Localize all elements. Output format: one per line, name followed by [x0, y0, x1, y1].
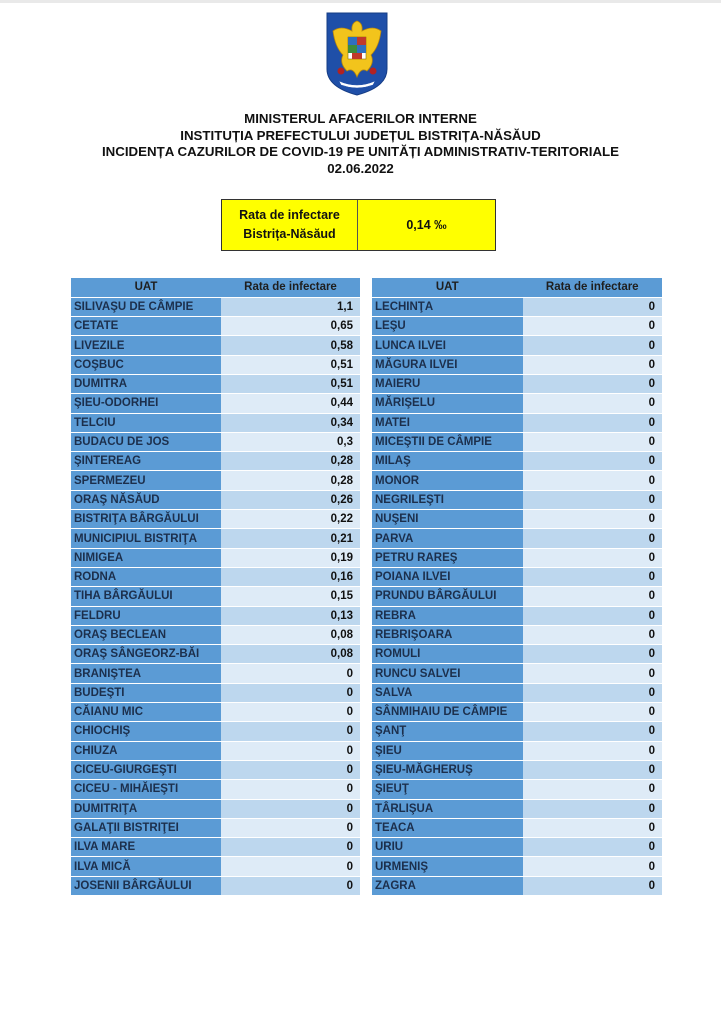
uat-name-cell: PRUNDU BÂRGĂULUI [372, 587, 523, 606]
report-title: INCIDENȚA CAZURILOR DE COVID-19 PE UNITĂȚI ADMINISTRATIV-TERITORIALE [101, 144, 620, 159]
uat-name-cell: MILAŞ [372, 452, 523, 471]
table-row [372, 336, 662, 355]
institution-heading: INSTITUȚIA PREFECTULUI JUDEȚUL BISTRIȚA-NĂSĂUD [180, 127, 541, 143]
uat-name-cell: MĂRIŞELU [372, 394, 523, 413]
table-row [71, 413, 360, 432]
table-row [372, 780, 662, 799]
uat-name-cell: SILIVAŞU DE CÂMPIE [71, 297, 221, 316]
uat-name-cell: ILVA MICĂ [71, 857, 221, 876]
infection-rate-cell: 0 [523, 452, 662, 471]
table-row [71, 490, 360, 509]
county-infection-rate-box [221, 199, 496, 251]
uat-name-cell: PETRU RAREŞ [372, 548, 523, 567]
uat-name-cell: CĂIANU MIC [71, 703, 221, 722]
infection-rate-cell: 0 [523, 857, 662, 876]
uat-name-cell: SPERMEZEU [71, 471, 221, 490]
uat-name-cell: FELDRU [71, 606, 221, 625]
infection-rate-cell: 0 [221, 741, 360, 760]
uat-name-cell: ŞIEUŢ [372, 780, 523, 799]
table-row [372, 374, 662, 393]
uat-name-cell: NEGRILEŞTI [372, 490, 523, 509]
table-row [372, 741, 662, 760]
uat-name-cell: ROMULI [372, 645, 523, 664]
infection-rate-cell: 1,1 [221, 297, 360, 316]
infection-rate-cell: 0 [523, 548, 662, 567]
table-row [372, 490, 662, 509]
table-row [71, 838, 360, 857]
table-row [372, 722, 662, 741]
uat-name-cell: ORAŞ NĂSĂUD [71, 490, 221, 509]
infection-rate-cell: 0 [221, 799, 360, 818]
uat-name-cell: TEACA [372, 818, 523, 837]
table-row [71, 510, 360, 529]
infection-rate-cell: 0 [221, 838, 360, 857]
column-header-uat: UAT [372, 278, 523, 297]
infection-rate-cell: 0 [523, 760, 662, 779]
table-row [71, 394, 360, 413]
table-row [372, 683, 662, 702]
uat-name-cell: ZAGRA [372, 876, 523, 895]
uat-name-cell: ŞINTEREAG [71, 452, 221, 471]
infection-rate-cell: 0 [523, 374, 662, 393]
uat-name-cell: NIMIGEA [71, 548, 221, 567]
infection-rate-cell: 0 [523, 625, 662, 644]
infection-rate-cell: 0,44 [221, 394, 360, 413]
infection-rate-cell: 0 [523, 529, 662, 548]
infection-rate-cell: 0 [523, 722, 662, 741]
uat-name-cell: LIVEZILE [71, 336, 221, 355]
uat-name-cell: CHIOCHIŞ [71, 722, 221, 741]
uat-table-right [372, 278, 662, 896]
uat-name-cell: RODNA [71, 567, 221, 586]
infection-rate-cell: 0 [221, 683, 360, 702]
infection-rate-cell: 0 [523, 876, 662, 895]
table-header-row [372, 278, 662, 297]
uat-name-cell: ORAŞ BECLEAN [71, 625, 221, 644]
infection-rate-cell: 0,19 [221, 548, 360, 567]
infection-rate-cell: 0 [523, 432, 662, 451]
infection-rate-cell: 0,58 [221, 336, 360, 355]
infection-rate-cell: 0 [523, 645, 662, 664]
table-row [71, 452, 360, 471]
infection-rate-cell: 0 [221, 722, 360, 741]
uat-name-cell: SALVA [372, 683, 523, 702]
infection-rate-cell: 0,13 [221, 606, 360, 625]
uat-name-cell: NUŞENI [372, 510, 523, 529]
uat-name-cell: BISTRIŢA BÂRGĂULUI [71, 510, 221, 529]
infection-rate-cell: 0 [221, 876, 360, 895]
column-header-rate: Rata de infectare [523, 278, 662, 297]
uat-name-cell: ORAŞ SÂNGEORZ-BĂI [71, 645, 221, 664]
infection-rate-cell: 0 [221, 780, 360, 799]
table-row [372, 510, 662, 529]
table-row [71, 683, 360, 702]
table-header-row [71, 278, 360, 297]
infection-rate-cell: 0 [523, 510, 662, 529]
table-row [372, 317, 662, 336]
report-date: 02.06.2022 [327, 160, 394, 176]
county-rate-label-line1: Rata de infectare [239, 208, 340, 222]
uat-name-cell: MĂGURA ILVEI [372, 355, 523, 374]
infection-rate-cell: 0 [523, 664, 662, 683]
infection-rate-cell: 0 [523, 683, 662, 702]
uat-name-cell: GALAŢII BISTRIŢEI [71, 818, 221, 837]
table-row [71, 722, 360, 741]
uat-name-cell: URIU [372, 838, 523, 857]
infection-rate-cell: 0,28 [221, 452, 360, 471]
table-row [71, 876, 360, 895]
uat-name-cell: ŞIEU-ODORHEI [71, 394, 221, 413]
county-rate-value: 0,14 ‰ [406, 218, 447, 232]
infection-rate-cell: 0 [221, 664, 360, 683]
infection-rate-cell: 0,08 [221, 645, 360, 664]
table-row [71, 317, 360, 336]
uat-name-cell: CHIUZA [71, 741, 221, 760]
infection-rate-cell: 0,15 [221, 587, 360, 606]
table-row [372, 625, 662, 644]
uat-name-cell: BUDEŞTI [71, 683, 221, 702]
infection-rate-cell: 0 [523, 317, 662, 336]
uat-name-cell: REBRA [372, 606, 523, 625]
table-row [71, 567, 360, 586]
table-row [372, 876, 662, 895]
uat-name-cell: DUMITRA [71, 374, 221, 393]
uat-name-cell: MICEŞTII DE CÂMPIE [372, 432, 523, 451]
table-row [372, 857, 662, 876]
uat-name-cell: LUNCA ILVEI [372, 336, 523, 355]
uat-name-cell: POIANA ILVEI [372, 567, 523, 586]
table-row [372, 297, 662, 316]
infection-rate-cell: 0 [523, 567, 662, 586]
infection-rate-cell: 0,3 [221, 432, 360, 451]
uat-name-cell: LECHINŢA [372, 297, 523, 316]
table-row [372, 471, 662, 490]
uat-name-cell: MONOR [372, 471, 523, 490]
uat-name-cell: BRANIŞTEA [71, 664, 221, 683]
table-row [71, 664, 360, 683]
uat-name-cell: CICEU-GIURGEŞTI [71, 760, 221, 779]
infection-rate-cell: 0 [523, 394, 662, 413]
infection-rate-cell: 0,26 [221, 490, 360, 509]
table-row [372, 838, 662, 857]
uat-name-cell: ŞIEU-MĂGHERUŞ [372, 760, 523, 779]
infection-rate-cell: 0,51 [221, 355, 360, 374]
infection-rate-cell: 0 [523, 703, 662, 722]
uat-name-cell: TELCIU [71, 413, 221, 432]
table-row [71, 741, 360, 760]
table-row [372, 645, 662, 664]
table-row [71, 297, 360, 316]
table-row [71, 760, 360, 779]
table-row [372, 355, 662, 374]
infection-rate-cell: 0,34 [221, 413, 360, 432]
table-row [71, 645, 360, 664]
infection-rate-cell: 0 [523, 471, 662, 490]
uat-name-cell: PARVA [372, 529, 523, 548]
table-row [71, 471, 360, 490]
table-row [71, 529, 360, 548]
table-row [372, 799, 662, 818]
uat-name-cell: MAIERU [372, 374, 523, 393]
county-rate-label [222, 200, 358, 250]
uat-name-cell: DUMITRIŢA [71, 799, 221, 818]
table-row [372, 760, 662, 779]
infection-rate-cell: 0,22 [221, 510, 360, 529]
table-row [71, 799, 360, 818]
uat-name-cell: JOSENII BÂRGĂULUI [71, 876, 221, 895]
uat-name-cell: TIHA BÂRGĂULUI [71, 587, 221, 606]
uat-name-cell: COŞBUC [71, 355, 221, 374]
table-row [71, 818, 360, 837]
table-row [71, 606, 360, 625]
uat-name-cell: CICEU - MIHĂIEŞTI [71, 780, 221, 799]
uat-name-cell: CETATE [71, 317, 221, 336]
uat-name-cell: RUNCU SALVEI [372, 664, 523, 683]
infection-rate-cell: 0 [523, 355, 662, 374]
table-row [71, 548, 360, 567]
uat-name-cell: LEŞU [372, 317, 523, 336]
table-row [372, 606, 662, 625]
infection-rate-cell: 0 [523, 838, 662, 857]
table-row [372, 452, 662, 471]
column-header-rate: Rata de infectare [221, 278, 360, 297]
uat-name-cell: URMENIŞ [372, 857, 523, 876]
uat-table-left [71, 278, 360, 896]
table-row [372, 413, 662, 432]
romanian-coat-of-arms-logo [325, 11, 389, 97]
infection-rate-cell: 0,65 [221, 317, 360, 336]
infection-rate-cell: 0 [221, 760, 360, 779]
table-row [372, 432, 662, 451]
table-row [71, 336, 360, 355]
infection-rate-cell: 0 [523, 606, 662, 625]
infection-rate-cell: 0 [523, 741, 662, 760]
infection-rate-cell: 0 [523, 336, 662, 355]
table-row [71, 857, 360, 876]
uat-name-cell: REBRIŞOARA [372, 625, 523, 644]
page-top-edge [0, 0, 721, 3]
table-row [71, 374, 360, 393]
infection-rate-cell: 0 [221, 703, 360, 722]
uat-name-cell: BUDACU DE JOS [71, 432, 221, 451]
infection-rate-cell: 0,21 [221, 529, 360, 548]
infection-rate-cell: 0 [523, 818, 662, 837]
infection-rate-cell: 0,08 [221, 625, 360, 644]
infection-rate-cell: 0 [523, 799, 662, 818]
table-row [71, 355, 360, 374]
infection-rate-cell: 0 [523, 780, 662, 799]
table-row [71, 625, 360, 644]
table-row [372, 529, 662, 548]
infection-rate-cell: 0 [523, 413, 662, 432]
infection-rate-cell: 0,51 [221, 374, 360, 393]
infection-rate-cell: 0,28 [221, 471, 360, 490]
ministry-heading: MINISTERUL AFACERILOR INTERNE [244, 111, 477, 126]
uat-name-cell: ILVA MARE [71, 838, 221, 857]
infection-rate-cell: 0 [221, 818, 360, 837]
table-row [71, 432, 360, 451]
table-row [71, 780, 360, 799]
table-row [71, 587, 360, 606]
uat-name-cell: ŞIEU [372, 741, 523, 760]
table-row [372, 818, 662, 837]
table-row [372, 567, 662, 586]
table-row [372, 664, 662, 683]
uat-name-cell: TÂRLIŞUA [372, 799, 523, 818]
uat-name-cell: ŞANŢ [372, 722, 523, 741]
table-row [372, 703, 662, 722]
table-row [71, 703, 360, 722]
infection-rate-cell: 0 [523, 297, 662, 316]
uat-name-cell: MUNICIPIUL BISTRIŢA [71, 529, 221, 548]
infection-rate-cell: 0 [523, 490, 662, 509]
uat-name-cell: MATEI [372, 413, 523, 432]
infection-rate-cell: 0 [221, 857, 360, 876]
infection-rate-cell: 0 [523, 587, 662, 606]
column-header-uat: UAT [71, 278, 221, 297]
table-row [372, 548, 662, 567]
table-row [372, 587, 662, 606]
county-rate-label-line2: Bistrița-Năsăud [243, 227, 336, 241]
uat-name-cell: SÂNMIHAIU DE CÂMPIE [372, 703, 523, 722]
infection-rate-cell: 0,16 [221, 567, 360, 586]
table-row [372, 394, 662, 413]
